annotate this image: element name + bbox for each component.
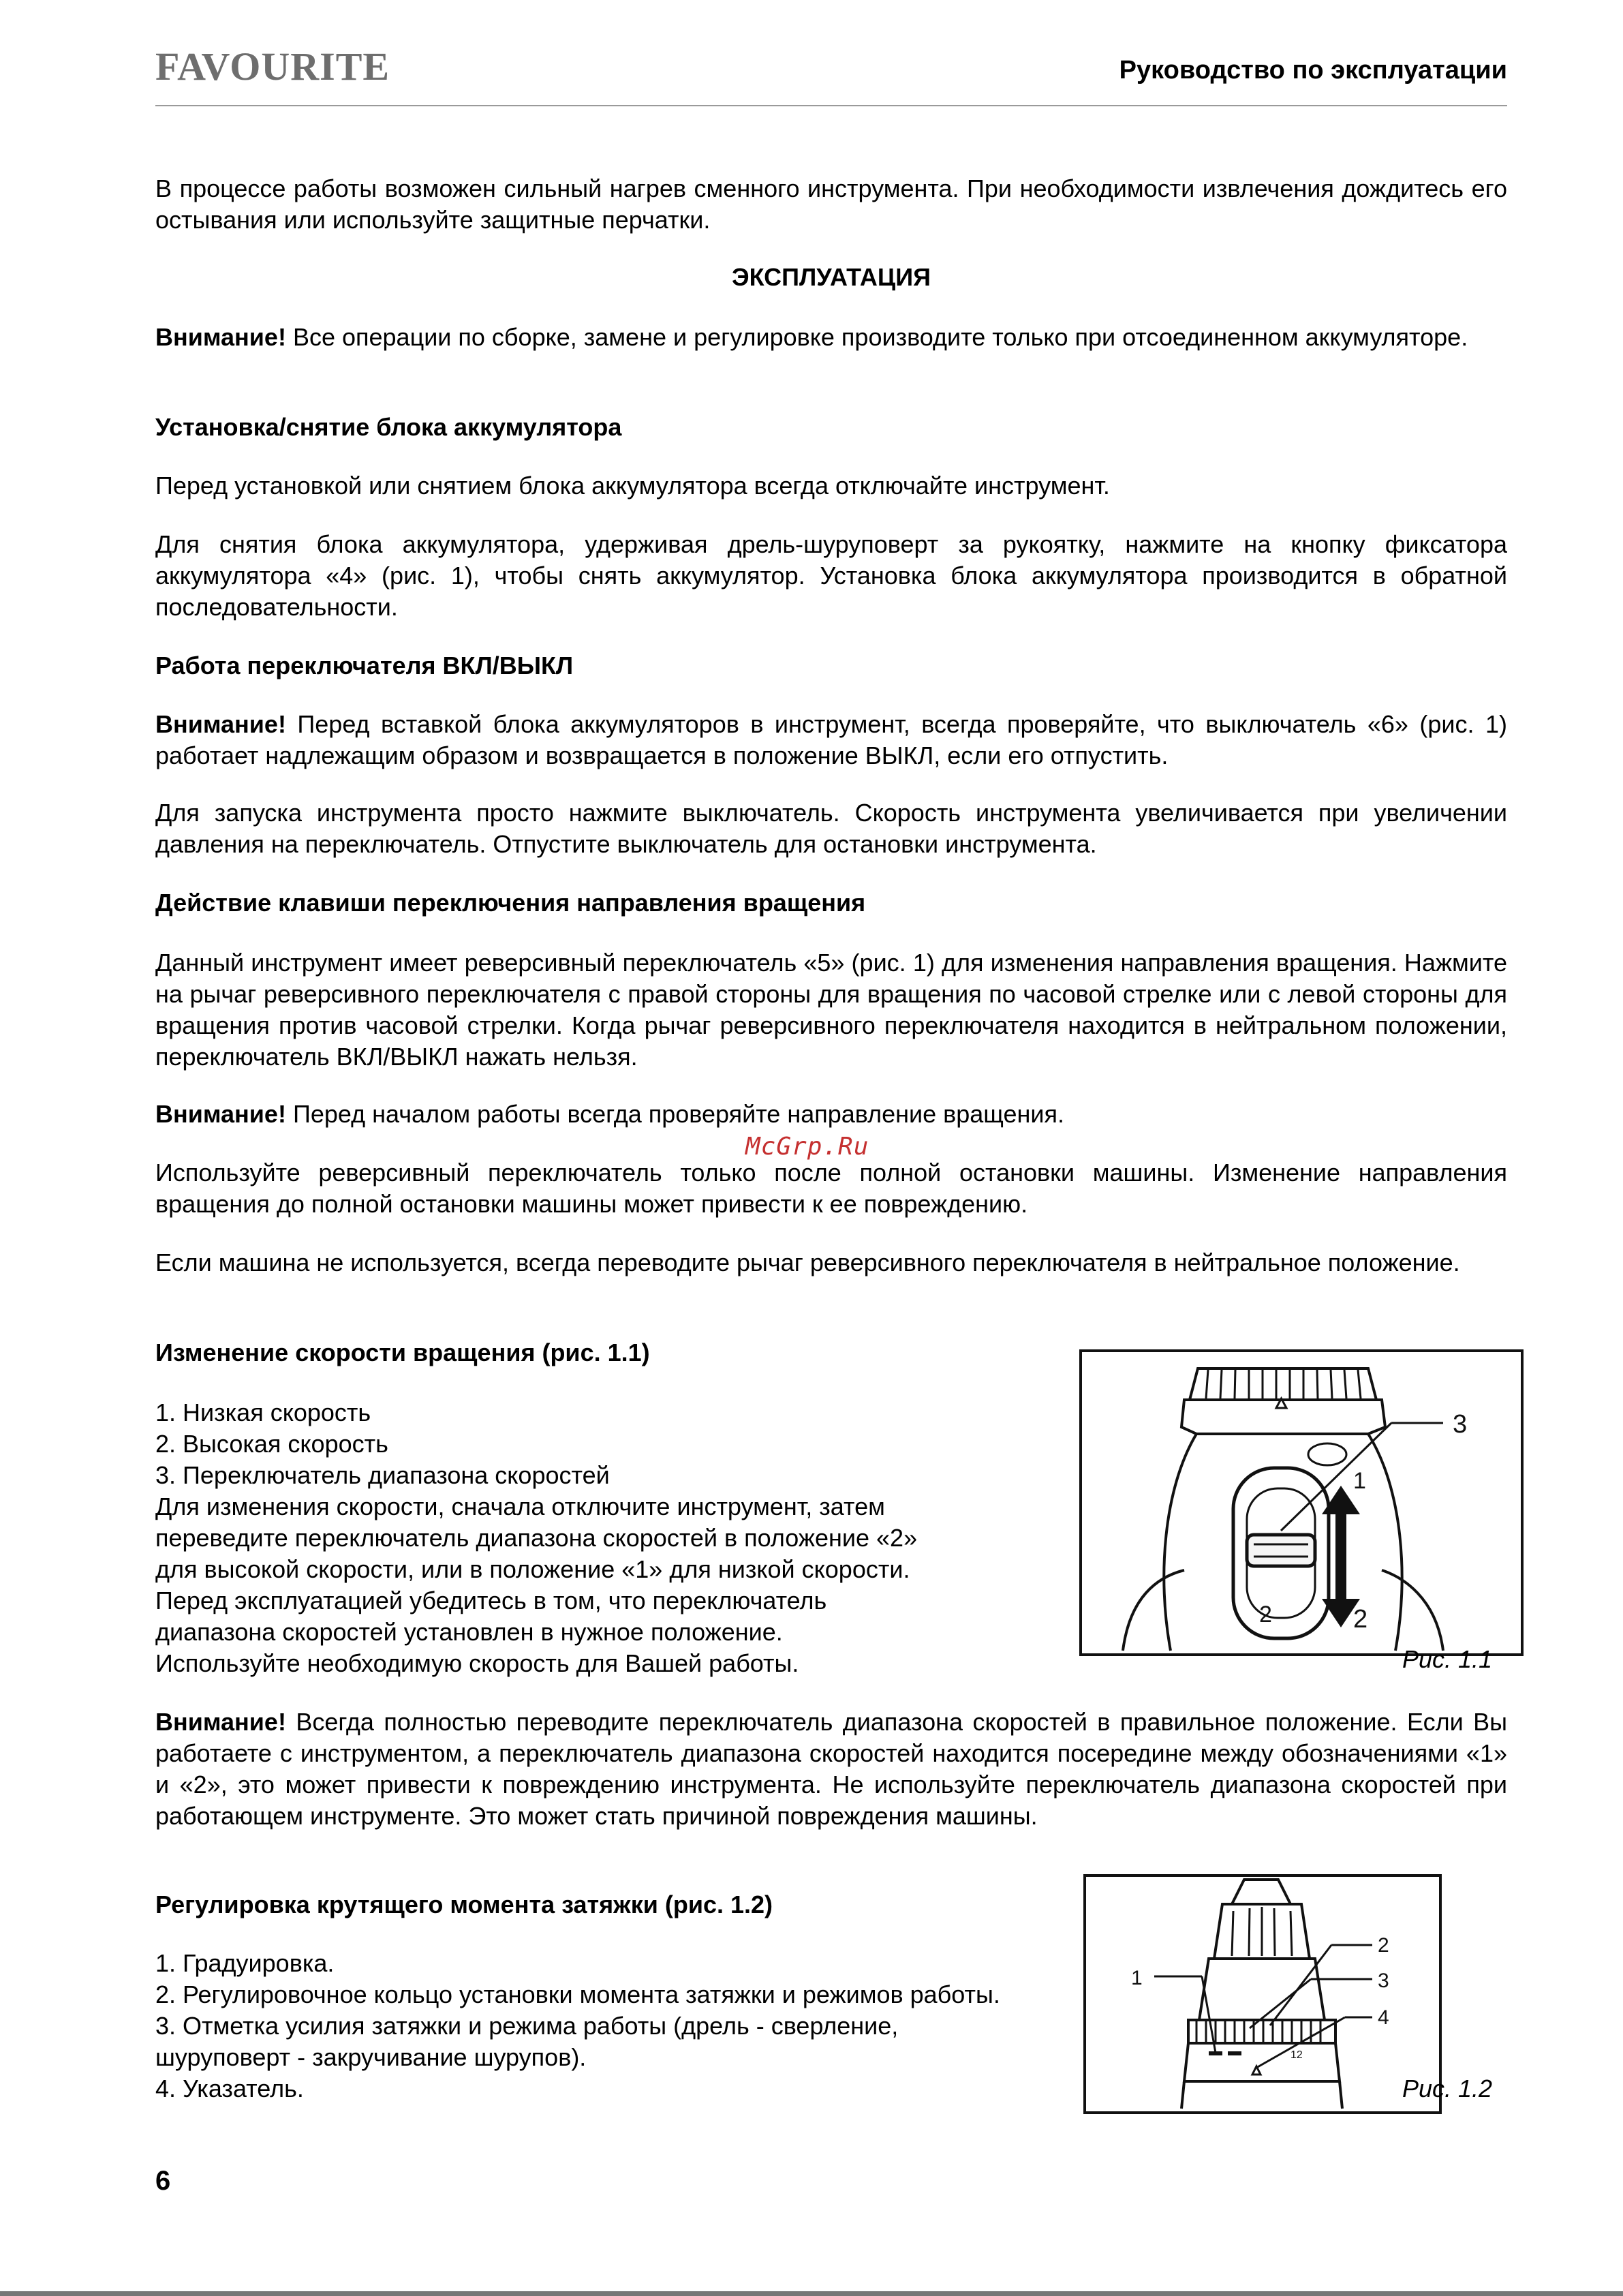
scale-mark: 12 bbox=[1290, 2049, 1303, 2061]
direction-paragraph-3: Если машина не используется, всегда переводите рычаг реверсивного переключателя в нейтральное положение. bbox=[155, 1249, 1460, 1276]
speed-list-item: 3. Переключатель диапазона скоростей bbox=[155, 1461, 610, 1489]
torque-list bbox=[155, 1948, 1096, 2104]
speed-list-item: 1. Низкая скорость bbox=[155, 1398, 371, 1426]
direction-heading: Действие клавиши переключения направления вращения bbox=[155, 889, 866, 917]
assembly-warning bbox=[155, 322, 1507, 353]
switch-heading: Работа переключателя ВКЛ/ВЫКЛ bbox=[155, 652, 574, 679]
speed-warning bbox=[155, 1706, 1507, 1832]
header-divider bbox=[155, 105, 1507, 106]
callout-label: 4 bbox=[1378, 2006, 1389, 2029]
callout-label: 2 bbox=[1259, 1602, 1272, 1627]
document-title: Руководство по эксплуатации bbox=[1119, 56, 1507, 85]
watermark: McGrp.Ru bbox=[745, 1133, 869, 1161]
direction-paragraph-2: Используйте реверсивный переключатель только после полной остановки машины. Изменение направления вращения до полной остановки машины может привести к ее повреждению. bbox=[155, 1159, 1507, 1218]
section-title: ЭКСПЛУАТАЦИЯ bbox=[732, 263, 931, 291]
figure-1-1 bbox=[1079, 1349, 1524, 1656]
warning-label: Внимание! bbox=[155, 1708, 286, 1736]
speed-text-line: диапазона скоростей установлен в нужное положение. bbox=[155, 1618, 783, 1646]
battery-paragraph-1: Перед установкой или снятием блока аккумулятора всегда отключайте инструмент. bbox=[155, 472, 1110, 500]
callout-label: 1 bbox=[1353, 1468, 1366, 1494]
battery-paragraph-2: Для снятия блока аккумулятора, удерживая дрель-шуруповерт за рукоятку, нажмите на кнопку фиксатора аккумулятора «4» (рис. 1), чтобы снять аккумулятор. Установка блока аккумулятора производится в обратной последовательности. bbox=[155, 530, 1507, 621]
speed-text-line: переведите переключатель диапазона скоростей в положение «2» bbox=[155, 1524, 918, 1552]
warning-label: Внимание! bbox=[155, 323, 286, 351]
torque-list-item: шуруповерт - закручивание шурупов). bbox=[155, 2043, 587, 2071]
speed-list bbox=[155, 1397, 1089, 1679]
figure-1-2 bbox=[1083, 1874, 1442, 2114]
speed-text-line: для высокой скорости, или в положение «1» для низкой скорости. bbox=[155, 1555, 910, 1583]
speed-list-item: 2. Высокая скорость bbox=[155, 1430, 388, 1458]
callout-label: 2 bbox=[1378, 1934, 1389, 1957]
switch-warning bbox=[155, 709, 1507, 771]
scan-edge bbox=[0, 2291, 1623, 2296]
torque-list-item: 4. Указатель. bbox=[155, 2075, 304, 2102]
direction-warning bbox=[155, 1099, 1507, 1130]
page-number: 6 bbox=[155, 2166, 171, 2196]
callout-label: 1 bbox=[1131, 1967, 1143, 1989]
speed-warning-text: Всегда полностью переводите переключатель диапазона скоростей в правильное положение. Если Вы работаете с инструментом, а переключатель диапазона скоростей находится посередине между обозначениями «1» и «2», это может привести к повреждению инструмента. Не используйте переключатель диапазона скоростей при работающем инструменте. Это может стать причиной повреждения машины. bbox=[155, 1708, 1507, 1830]
switch-paragraph: Для запуска инструмента просто нажмите выключатель. Скорость инструмента увеличивается при увеличении давления на переключатель. Отпустите выключатель для остановки инструмента. bbox=[155, 799, 1507, 858]
callout-label: 2 bbox=[1353, 1605, 1368, 1634]
warning-label: Внимание! bbox=[155, 1100, 286, 1128]
battery-heading: Установка/снятие блока аккумулятора bbox=[155, 413, 622, 441]
speed-text-line: Используйте необходимую скорость для Вашей работы. bbox=[155, 1649, 799, 1677]
direction-paragraph-1: Данный инструмент имеет реверсивный переключатель «5» (рис. 1) для изменения направления вращения. Нажмите на рычаг реверсивного переключателя с правой стороны для вращения по часовой стрелке или с левой стороны для вращения против часовой стрелки. Когда рычаг реверсивного переключателя находится в нейтральном положении, переключатель ВКЛ/ВЫКЛ нажать нельзя. bbox=[155, 949, 1507, 1071]
callout-label: 3 bbox=[1378, 1970, 1389, 1992]
figure-1-2-caption: Рис. 1.2 bbox=[1402, 2075, 1493, 2102]
switch-warning-text: Перед вставкой блока аккумуляторов в инструмент, всегда проверяйте, что выключатель «6» (рис. 1) работает надлежащим образом и возвращается в положение ВЫКЛ, если его отпустить. bbox=[155, 710, 1507, 769]
speed-text-line: Для изменения скорости, сначала отключите инструмент, затем bbox=[155, 1493, 885, 1520]
warning-label: Внимание! bbox=[155, 710, 286, 738]
torque-list-item: 1. Градуировка. bbox=[155, 1949, 335, 1977]
callout-label: 3 bbox=[1453, 1410, 1468, 1439]
torque-list-item: 2. Регулировочное кольцо установки момента затяжки и режимов работы. bbox=[155, 1980, 1000, 2008]
direction-warning-text: Перед началом работы всегда проверяйте направление вращения. bbox=[292, 1100, 1065, 1128]
figure-1-1-caption: Рис. 1.1 bbox=[1402, 1645, 1493, 1673]
speed-text-line: Перед эксплуатацией убедитесь в том, что переключатель bbox=[155, 1587, 827, 1614]
torque-list-item: 3. Отметка усилия затяжки и режима работы (дрель - сверление, bbox=[155, 2012, 899, 2040]
speed-switch-illustration bbox=[1082, 1352, 1521, 1653]
assembly-warning-text: Все операции по сборке, замене и регулировке производите только при отсоединенном аккумуляторе. bbox=[292, 323, 1468, 351]
brand-logo: FAVOURITE bbox=[155, 44, 390, 89]
torque-heading: Регулировка крутящего момента затяжки (рис. 1.2) bbox=[155, 1891, 773, 1918]
intro-paragraph: В процессе работы возможен сильный нагрев сменного инструмента. При необходимости извлечения дождитесь его остывания или используйте защитные перчатки. bbox=[155, 174, 1507, 234]
torque-ring-illustration bbox=[1086, 1877, 1439, 2111]
speed-heading: Изменение скорости вращения (рис. 1.1) bbox=[155, 1338, 650, 1366]
